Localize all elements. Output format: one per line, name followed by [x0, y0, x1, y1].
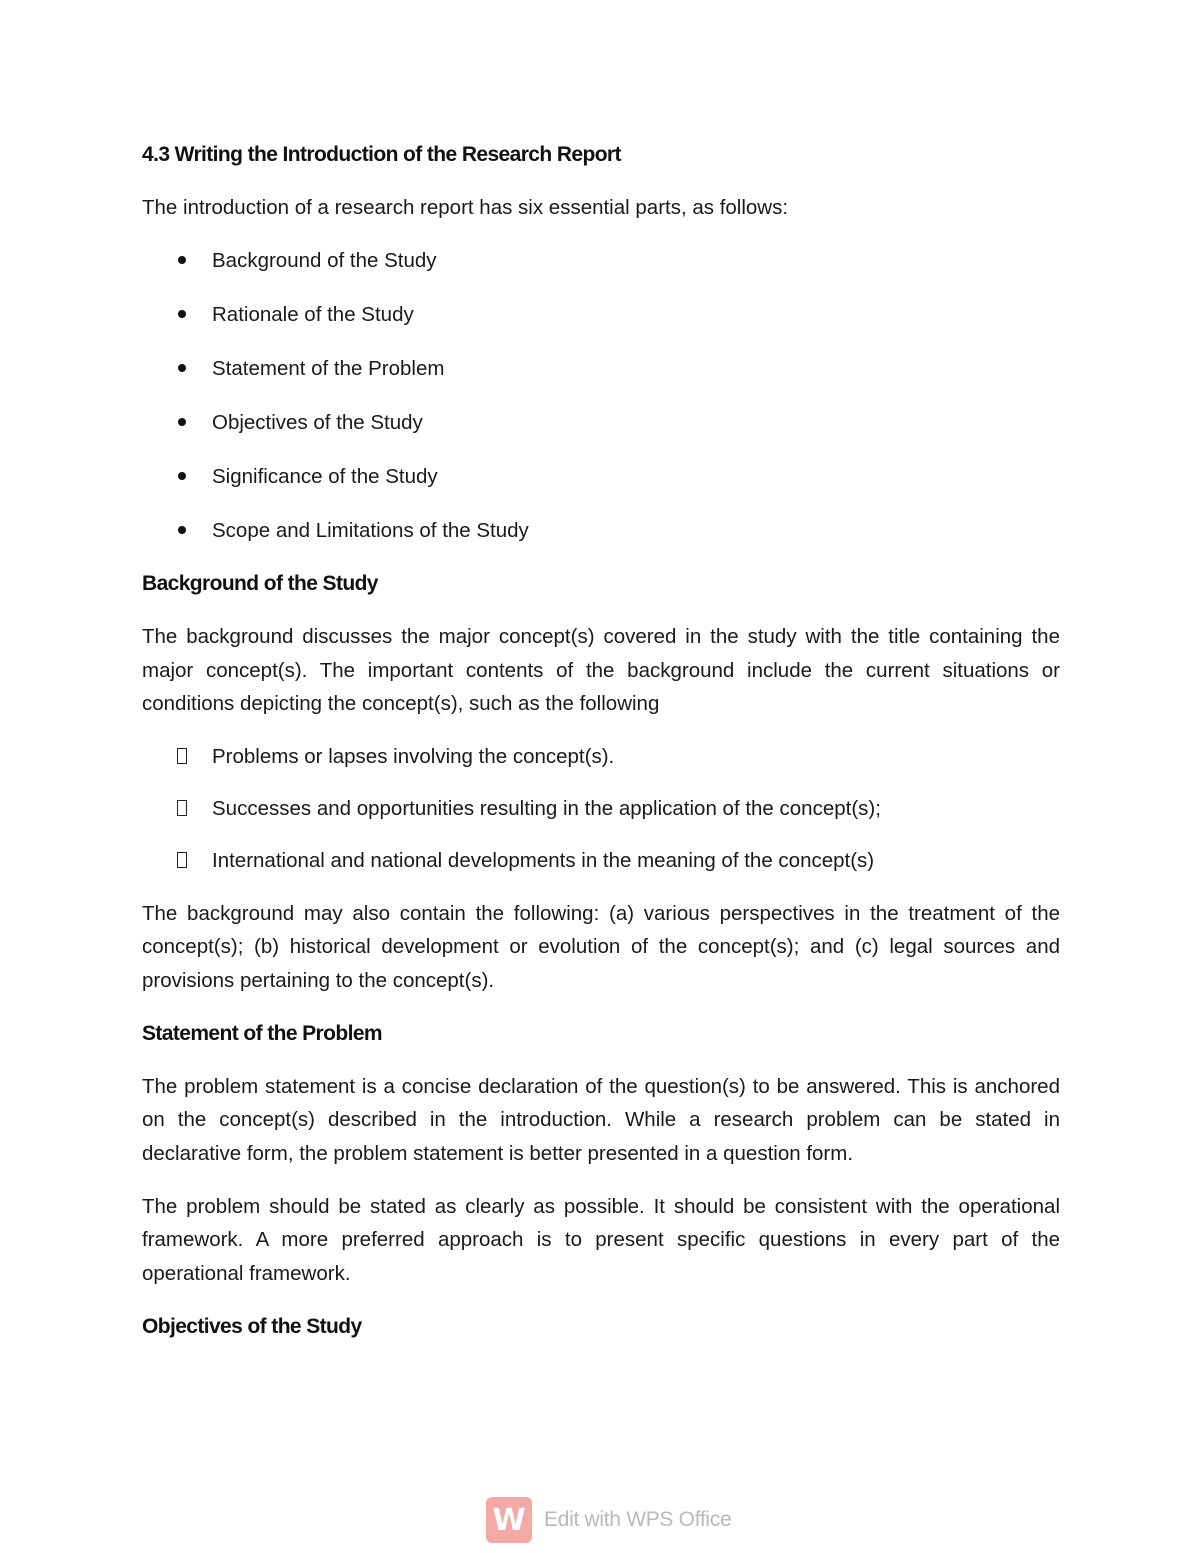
list-item: Rationale of the Study — [142, 298, 1060, 331]
wps-watermark[interactable] — [486, 1496, 731, 1544]
bullet-dot-icon — [178, 526, 186, 534]
bullet-dot-icon — [178, 256, 186, 264]
bullet-dot-icon — [178, 364, 186, 372]
background-paragraph-2: The background may also contain the following: (a) various perspectives in the treatment of the concept(s); (b) historical development or evolution of the concept(s); and (c) legal sources and provisions pertaining to the concept(s). — [142, 902, 1060, 992]
problem-paragraph-2: The problem should be stated as clearly as possible. It should be consistent with the operational framework. A more preferred approach is to present specific questions in every part of the operational framework. — [142, 1194, 1060, 1285]
missing-glyph-icon — [177, 748, 187, 764]
background-items-list — [142, 740, 1060, 877]
list-item: Objectives of the Study — [142, 406, 1060, 439]
list-item: Scope and Limitations of the Study — [142, 514, 1060, 547]
list-item: Significance of the Study — [142, 460, 1060, 493]
problem-heading: Statement of the Problem — [142, 1022, 382, 1046]
background-heading: Background of the Study — [142, 572, 378, 596]
intro-paragraph: The introduction of a research report has six essential parts, as follows: — [142, 196, 789, 219]
problem-paragraph-1: The problem statement is a concise declaration of the question(s) to be answered. This is anchored on the concept(s) described in the introduction. While a research problem can be stated in declarative form, the problem statement is better presented in a question form. — [142, 1075, 1060, 1165]
parts-list — [142, 244, 1060, 547]
list-item: Problems or lapses involving the concept(s). — [142, 740, 1060, 773]
wps-logo-icon: W — [486, 1497, 532, 1543]
wps-edit-label: Edit with WPS Office — [544, 1508, 732, 1531]
list-item: International and national developments in the meaning of the concept(s) — [142, 844, 1060, 877]
bullet-dot-icon — [178, 310, 186, 318]
list-item: Background of the Study — [142, 244, 1060, 277]
section-heading: 4.3 Writing the Introduction of the Research Report — [142, 143, 621, 166]
missing-glyph-icon — [177, 852, 187, 868]
objectives-heading: Objectives of the Study — [142, 1314, 362, 1338]
document-page — [142, 138, 1060, 1343]
bullet-dot-icon — [178, 418, 186, 426]
missing-glyph-icon — [177, 800, 187, 816]
bullet-dot-icon — [178, 472, 186, 480]
list-item: Statement of the Problem — [142, 352, 1060, 385]
list-item: Successes and opportunities resulting in the application of the concept(s); — [142, 792, 1060, 825]
background-paragraph-1: The background discusses the major concept(s) covered in the study with the title containing the major concept(s). The important contents of the background include the current situations or conditions depicting the concept(s), such as the following — [142, 625, 1060, 715]
